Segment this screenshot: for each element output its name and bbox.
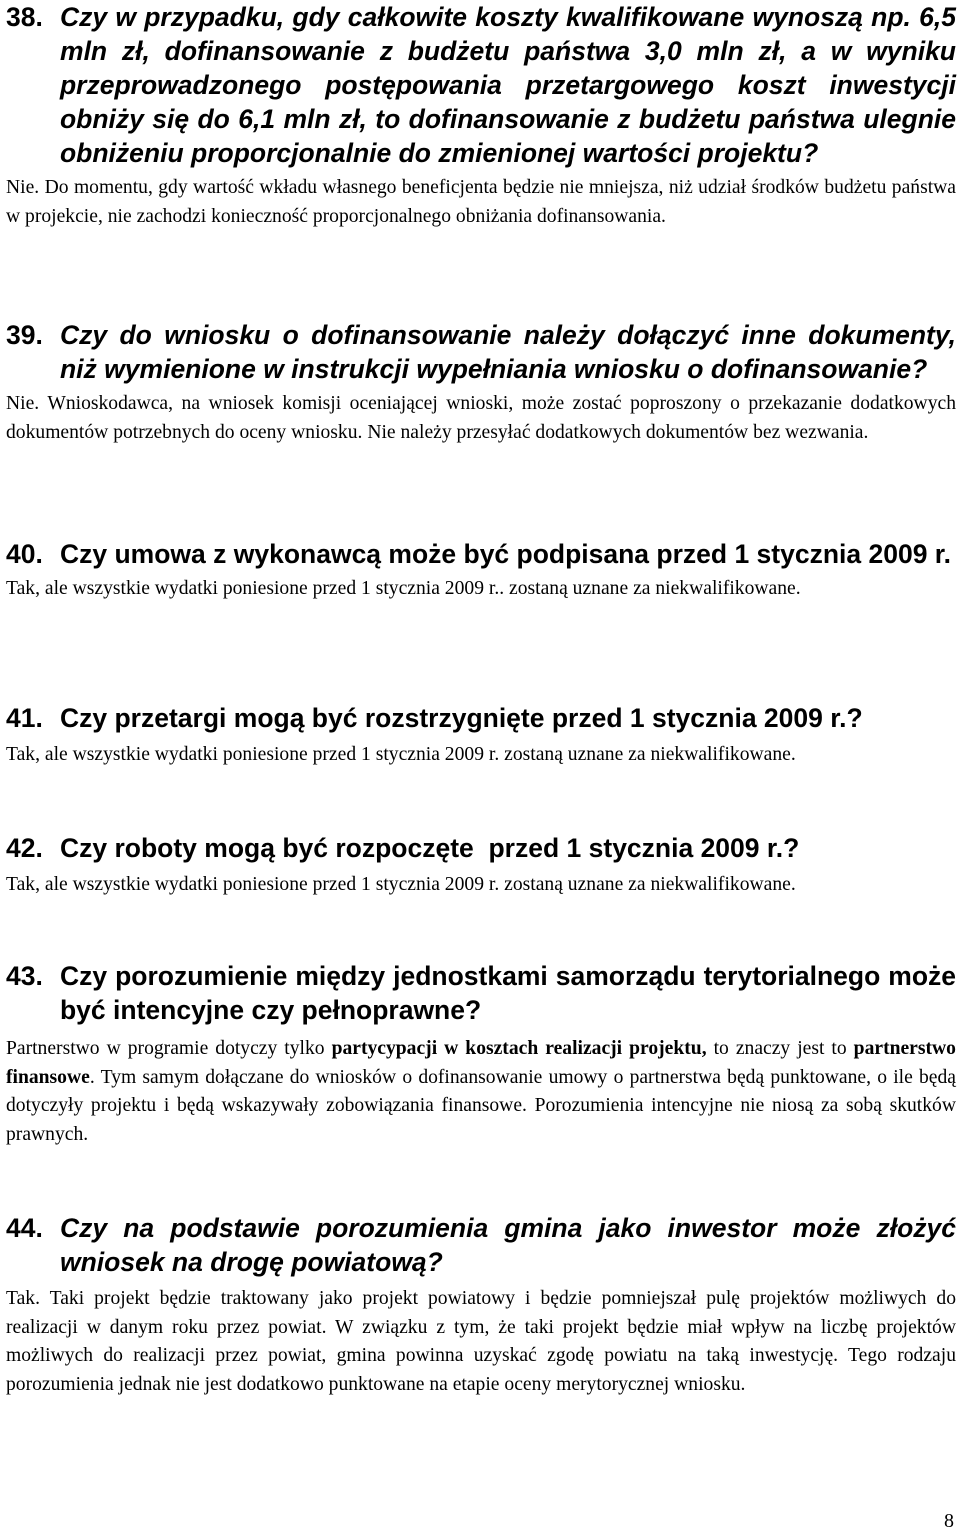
question-text: Czy roboty mogą być rozpoczęte przed 1 stycznia 2009 r.? [60, 833, 800, 863]
question-39 [6, 318, 956, 386]
faq-item-43 [6, 959, 956, 1150]
question-43 [6, 959, 956, 1027]
question-text: Czy do wniosku o dofinansowanie należy dołączyć inne dokumenty, niż wymienione w instrukcji wypełniania wniosku o dofinansowanie? [60, 320, 956, 384]
question-number: 44. [6, 1213, 43, 1243]
question-text: Czy porozumienie między jednostkami samorządu terytorialnego może być intencyjne czy pełnoprawne? [60, 961, 956, 1025]
answer-44: Tak. Taki projekt będzie traktowany jako projekt powiatowy i będzie pomniejszał pulę projektów możliwych do realizacji w danym roku przez powiat. W związku z tym, że taki projekt będzie miał wpływ na liczbę projektów możliwych do realizacji przez powiat, gmina powinna uzyskać zgodę powiatu na taką inwestycję. Tego rodzaju porozumienia jednak nie jest dodatkowo punktowane na etapie oceny merytorycznej wniosku. [6, 1288, 956, 1396]
question-41 [6, 701, 956, 735]
faq-item-38 [6, 0, 956, 231]
question-40 [6, 537, 956, 571]
answer-38: Nie. Do momentu, gdy wartość wkładu własnego beneficjenta będzie nie mniejsza, niż udział środków budżetu państwa w projekcie, nie zachodzi konieczność proporcjonalnego obniżania dofinansowania. [6, 177, 956, 227]
faq-item-41 [6, 701, 956, 770]
answer-40: Tak, ale wszystkie wydatki poniesione przed 1 stycznia 2009 r.. zostaną uznane za niekwalifikowane. [6, 578, 801, 599]
question-text: Czy umowa z wykonawcą może być podpisana przed 1 stycznia 2009 r. [60, 539, 952, 569]
question-42 [6, 831, 956, 865]
answer-emphasis: partnerstwo finansowe [6, 1038, 956, 1088]
answer-41: Tak, ale wszystkie wydatki poniesione przed 1 stycznia 2009 r. zostaną uznane za niekwalifikowane. [6, 744, 796, 765]
answer-39: Nie. Wnioskodawca, na wniosek komisji oceniającej wnioski, może zostać poproszony o przekazanie dodatkowych dokumentów potrzebnych do oceny wniosku. Nie należy przesyłać dodatkowych dokumentów bez wezwania. [6, 393, 956, 443]
question-number: 40. [6, 539, 43, 569]
answer-text: Partnerstwo w programie dotyczy tylko [6, 1038, 332, 1059]
faq-item-44 [6, 1211, 956, 1400]
question-text: Czy na podstawie porozumienia gmina jako inwestor może złożyć wniosek na drogę powiatową? [60, 1213, 956, 1277]
question-number: 39. [6, 320, 43, 350]
question-44 [6, 1211, 956, 1279]
faq-item-39 [6, 318, 956, 447]
question-number: 41. [6, 703, 43, 733]
question-number: 42. [6, 833, 43, 863]
faq-item-42 [6, 831, 956, 900]
answer-43 [6, 1035, 956, 1150]
page-number: 8 [944, 1510, 954, 1532]
answer-42: Tak, ale wszystkie wydatki poniesione przed 1 stycznia 2009 r. zostaną uznane za niekwalifikowane. [6, 874, 796, 895]
question-38 [6, 0, 956, 170]
faq-item-40 [6, 537, 956, 604]
question-number: 43. [6, 961, 43, 991]
answer-text: to znaczy jest to [706, 1038, 854, 1059]
question-text: Czy w przypadku, gdy całkowite koszty kwalifikowane wynoszą np. 6,5 mln zł, dofinansowanie z budżetu państwa 3,0 mln zł, a w wyniku przeprowadzonego postępowania przetargowego koszt inwestycji obniży się do 6,1 mln zł, to dofinansowanie z budżetu państwa ulegnie obniżeniu proporcjonalnie do zmienionej wartości projektu? [60, 2, 956, 168]
question-number: 38. [6, 2, 43, 32]
answer-text: . Tym samym dołączane do wniosków o dofinansowanie umowy o partnerstwa będą punktowane, o ile będą dotyczyły projektu i będą wskazywały zobowiązania finansowe. Porozumienia intencyjne nie niosą za sobą skutków prawnych. [6, 1066, 956, 1146]
answer-emphasis: partycypacji w kosztach realizacji projektu, [331, 1038, 707, 1059]
question-text: Czy przetargi mogą być rozstrzygnięte przed 1 stycznia 2009 r.? [60, 703, 863, 733]
